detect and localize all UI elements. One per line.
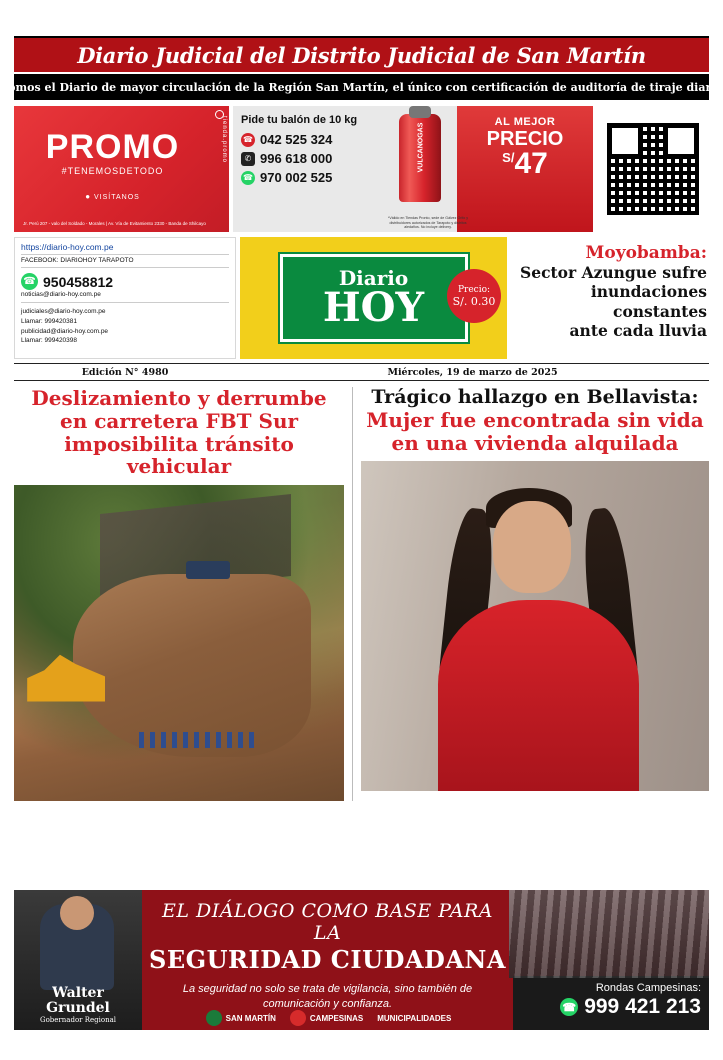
promo-side-text: tienda.promo [221,116,227,164]
governor-last-name: Grundel [46,999,110,1016]
gas-phone-number: 996 618 000 [260,151,333,166]
news-email[interactable]: noticias@diario-hoy.com.pe [21,291,229,303]
ads-email[interactable]: publicidad@diario-hoy.com.pe [21,327,109,335]
story-left[interactable] [14,387,344,801]
contact-box [14,237,236,359]
governor-first-name: Walter [52,985,104,1002]
logo-row [14,237,709,359]
promo-address: Jr. Perú 207 - valo del Soldado - Morales | Av. Vía de Evitamiento 2330 - Banda de Shilcayo [23,221,206,227]
logo-rondas-label: CAMPESINAS [309,1013,364,1023]
promo-word: PROMO [45,128,180,166]
price-value: S/. 0.30 [452,294,496,308]
gas-ad-title: Pide tu balón de 10 kg [241,114,358,126]
bottom-ad-line-3: La seguridad no solo se trata de vigilancia, sino también de comunicación y confianza. [182,983,473,1010]
whatsapp-icon: ☎ [21,273,38,290]
gas-price-panel [457,106,593,232]
masthead-subtitle: Somos el Diario de mayor circulación de la Región San Martín, el único con certificación de auditoría de tiraje diario [0,80,723,94]
top-ad-strip [14,106,709,232]
whatsapp-icon: ☎ [241,171,255,185]
story-right-kicker: Trágico hallazgo en Bellavista: [371,386,699,408]
moyobamba-line-1: Sector Azungue sufre [520,263,707,282]
governor-name-block [14,986,142,1024]
gas-best-label: AL MEJOR [494,116,556,128]
logo-word-diario: Diario [338,266,409,290]
story-left-headline-3: imposibilita tránsito vehicular [64,431,294,479]
bottom-government-ad[interactable] [14,890,709,1030]
logo-gobierno-regional-label: SAN MARTÍN [225,1013,276,1023]
story-right-headline-1: Mujer fue encontrada sin vida [366,407,704,432]
bottom-ad-contact-label: Rondas Campesinas: [595,982,701,994]
gas-currency: S/ [502,150,515,165]
gas-ad-contact [233,106,385,232]
logo-plate [280,254,468,342]
story-right[interactable] [352,387,709,801]
judicial-email[interactable]: judiciales@diario-hoy.com.pe [21,308,106,315]
bottom-ad-message [142,890,513,1030]
qr-code-icon[interactable] [607,123,699,215]
masthead-banner [14,36,709,72]
landslide-photo [14,485,344,801]
crowd-photo [509,890,709,978]
qr-code-panel[interactable] [597,106,709,232]
woman-portrait-photo [361,461,709,791]
facebook-handle[interactable]: FACEBOOK: DIARIOHOY TARAPOTO [21,257,229,268]
logo-word-hoy: HOY [322,284,425,331]
gas-brand: VULCANOGAS [417,122,425,173]
newspaper-logo [240,237,507,359]
edition-date: Miércoles, 19 de marzo de 2025 [387,366,558,378]
governor-photo [14,890,142,1030]
gas-phone-row[interactable] [241,151,381,166]
whatsapp-number: 950458812 [43,273,114,290]
gas-phone-number: 970 002 525 [260,170,333,185]
website-url[interactable]: https://diario-hoy.com.pe [21,242,229,255]
bottom-ad-line-1: EL DIÁLOGO COMO BASE PARA LA [161,900,494,944]
edition-number: Edición N° 4980 [81,366,169,378]
whatsapp-row[interactable] [21,273,229,290]
gas-phone-row[interactable] [241,170,381,185]
moyobamba-kicker: Moyobamba: [585,243,707,263]
ads-phone: Llamar: 999420398 [21,337,78,345]
bottom-ad-line-2: SEGURIDAD CIUDADANA [148,945,506,974]
gas-ad[interactable] [233,106,593,232]
gas-price-number: 47 [514,147,548,180]
phone-icon: ☎ [241,133,255,147]
promo-hashtag: #TENEMOSDETODO [61,166,164,176]
judicial-phone: Llamar: 999420381 [21,317,78,325]
governor-role: Gobernador Regional [40,1015,116,1024]
promo-visit-text: VISÍTANOS [93,194,140,201]
headlines-section [14,387,709,801]
price-label: Precio: [457,284,491,295]
newspaper-front-page [0,36,723,1060]
logo-municipalidades [377,1014,451,1023]
edition-bar [14,363,709,381]
story-left-headline-2: en carretera FBT Sur [59,408,299,433]
contact-emails [21,307,229,346]
price-badge [447,269,501,323]
masthead-title: Diario Judicial del Distrito Judicial de San Martín [77,42,646,68]
story-right-headline-2: en una vivienda alquilada [391,430,679,455]
story-left-headline-1: Deslizamiento y derrumbe [31,386,327,410]
bottom-ad-phone: 999 421 213 [584,995,701,1018]
promo-visit-label [14,192,211,201]
gas-price-value [463,149,587,179]
gas-cylinder-image [385,106,457,232]
gas-legal-text: *Válido en Tiendas Pronto, sede de Gálvez Grifo y distribuidores autorizados de Tarapoto y distritos aledaños. No incluye delivery. [387,215,469,230]
gas-price-label: PRECIO [486,128,564,150]
logo-municipalidades-label: MUNICIPALIDADES [377,1013,452,1023]
mobile-icon: ✆ [241,152,255,166]
bottom-ad-phone-row[interactable] [521,995,701,1019]
whatsapp-icon: ☎ [560,998,578,1016]
moyobamba-teaser[interactable] [511,237,709,359]
moyobamba-line-3: ante cada lluvia [569,321,707,341]
gas-phone-row[interactable] [241,132,381,147]
gas-phone-number: 042 525 324 [260,132,333,147]
location-pin-icon: ● [85,192,92,201]
bottom-ad-contact[interactable] [513,976,709,1030]
promo-ad[interactable] [14,106,229,232]
moyobamba-line-2: inundaciones constantes [590,282,707,321]
masthead-subtitle-bar [0,74,723,100]
